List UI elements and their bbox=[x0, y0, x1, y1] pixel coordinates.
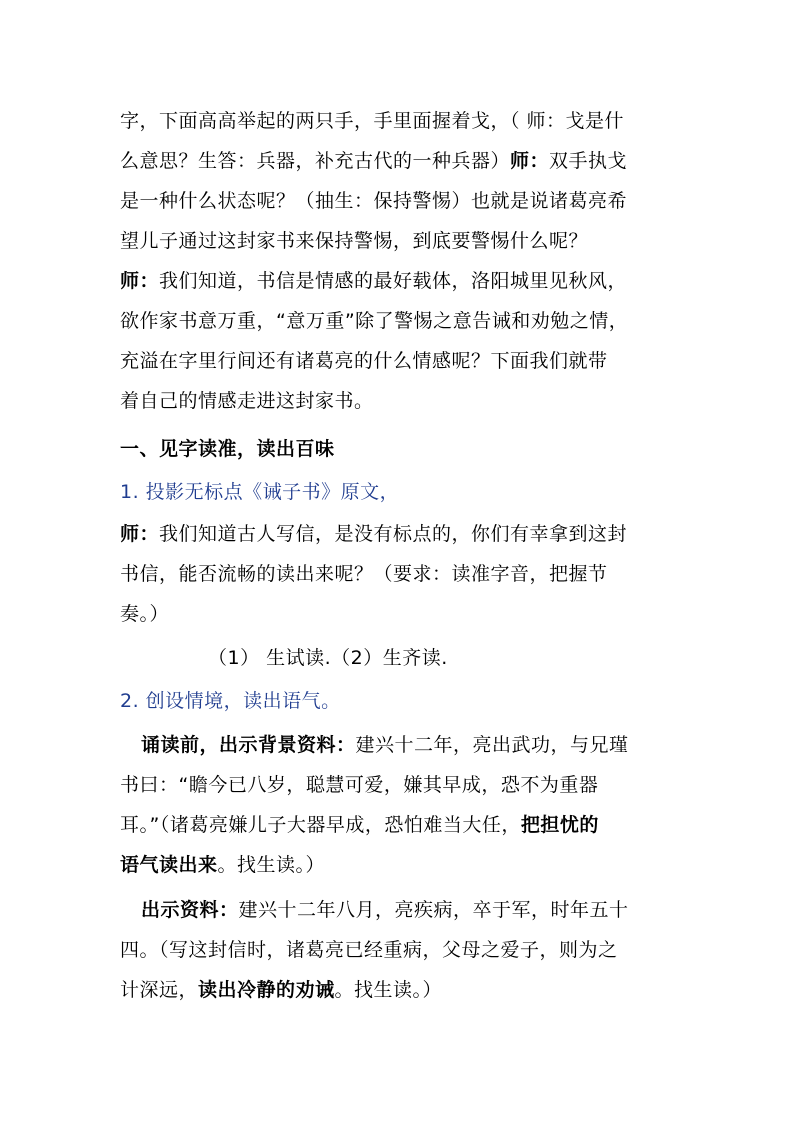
bold-text: 语气读出来 bbox=[120, 854, 218, 876]
text-line bbox=[120, 562, 608, 586]
steps-line bbox=[208, 646, 448, 670]
section-heading bbox=[120, 437, 335, 461]
text-span: 望儿子通过这封家书来保持警惕，到底要警惕什么呢？ bbox=[120, 230, 589, 252]
speaker-label: 师： bbox=[120, 523, 160, 545]
text-span: 奏。） bbox=[120, 603, 170, 625]
heading-text: 一、见字读准，读出百味 bbox=[120, 438, 335, 460]
text-line bbox=[120, 938, 618, 962]
text-line bbox=[120, 813, 599, 837]
item-text: 投影无标点《诫子书》原文， bbox=[139, 481, 400, 503]
text-span: 欲作家书意万重，“意万重”除了警惕之意告诫和劝勉之情， bbox=[120, 310, 629, 332]
item-number: 1. bbox=[120, 481, 140, 503]
text-span: 书信，能否流畅的读出来呢？（要求：读准字音，把握节 bbox=[120, 563, 608, 585]
bold-lead: 诵读前，出示背景资料： bbox=[141, 734, 356, 756]
text-span: 充溢在字里行间还有诸葛亮的什么情感呢？下面我们就带 bbox=[120, 350, 608, 372]
text-span: 计深远， bbox=[120, 979, 199, 1001]
bold-text: 读出冷静的劝诫 bbox=[198, 979, 335, 1001]
text-span: 建兴十二年八月，亮疾病，卒于军，时年五十 bbox=[238, 899, 629, 921]
text-line bbox=[120, 149, 627, 173]
text-line bbox=[120, 229, 588, 253]
text-line bbox=[120, 978, 442, 1002]
text-line bbox=[120, 522, 627, 546]
text-span: 字，下面高高举起的两只手，手里面握着戈，（ 师：戈是什 bbox=[120, 110, 625, 132]
text-span: 。找生读。） bbox=[334, 979, 443, 1001]
text-span: 四。（写这封信时，诸葛亮已经重病，父母之爱子，则为之 bbox=[120, 939, 618, 961]
text-line bbox=[120, 349, 608, 373]
text-span: 建兴十二年，亮出武功，与兄瑾 bbox=[355, 734, 629, 756]
text-span: 。找生读。） bbox=[217, 854, 326, 876]
text-span: 我们知道，书信是情感的最好载体，洛阳城里见秋风， bbox=[159, 270, 628, 292]
text-span: 么意思？生答：兵器，补充古代的一种兵器） bbox=[120, 150, 511, 172]
steps-text: （1） 生试读.（2）生齐读. bbox=[208, 647, 448, 669]
text-line bbox=[120, 602, 169, 626]
text-line bbox=[120, 853, 325, 877]
numbered-item bbox=[120, 480, 399, 504]
text-line bbox=[141, 733, 629, 757]
text-span: 耳。”（诸葛亮嫌儿子大器早成，恐怕难当大任， bbox=[120, 814, 521, 836]
numbered-item bbox=[120, 689, 341, 713]
bold-text: 把担忧的 bbox=[520, 814, 599, 836]
text-line bbox=[120, 309, 628, 333]
text-line bbox=[120, 269, 627, 293]
text-span: 是一种什么状态呢？（抽生：保持警惕）也就是说诸葛亮希 bbox=[120, 190, 628, 212]
item-number: 2. bbox=[120, 690, 140, 712]
speaker-label: 师： bbox=[120, 270, 160, 292]
text-span: 我们知道古人写信，是没有标点的，你们有幸拿到这封 bbox=[159, 523, 628, 545]
text-line bbox=[120, 773, 598, 797]
text-line bbox=[120, 189, 627, 213]
text-span: 书曰：“瞻今已八岁，聪慧可爱，嫌其早成，恐不为重器 bbox=[120, 774, 599, 796]
text-line bbox=[120, 389, 374, 413]
text-span: 着自己的情感走进这封家书。 bbox=[120, 390, 374, 412]
item-text: 创设情境，读出语气。 bbox=[139, 690, 341, 712]
text-span: 双手执戈 bbox=[549, 150, 628, 172]
text-line bbox=[120, 109, 624, 133]
speaker-label: 师： bbox=[510, 150, 550, 172]
bold-lead: 出示资料： bbox=[141, 899, 239, 921]
text-line bbox=[141, 898, 629, 922]
